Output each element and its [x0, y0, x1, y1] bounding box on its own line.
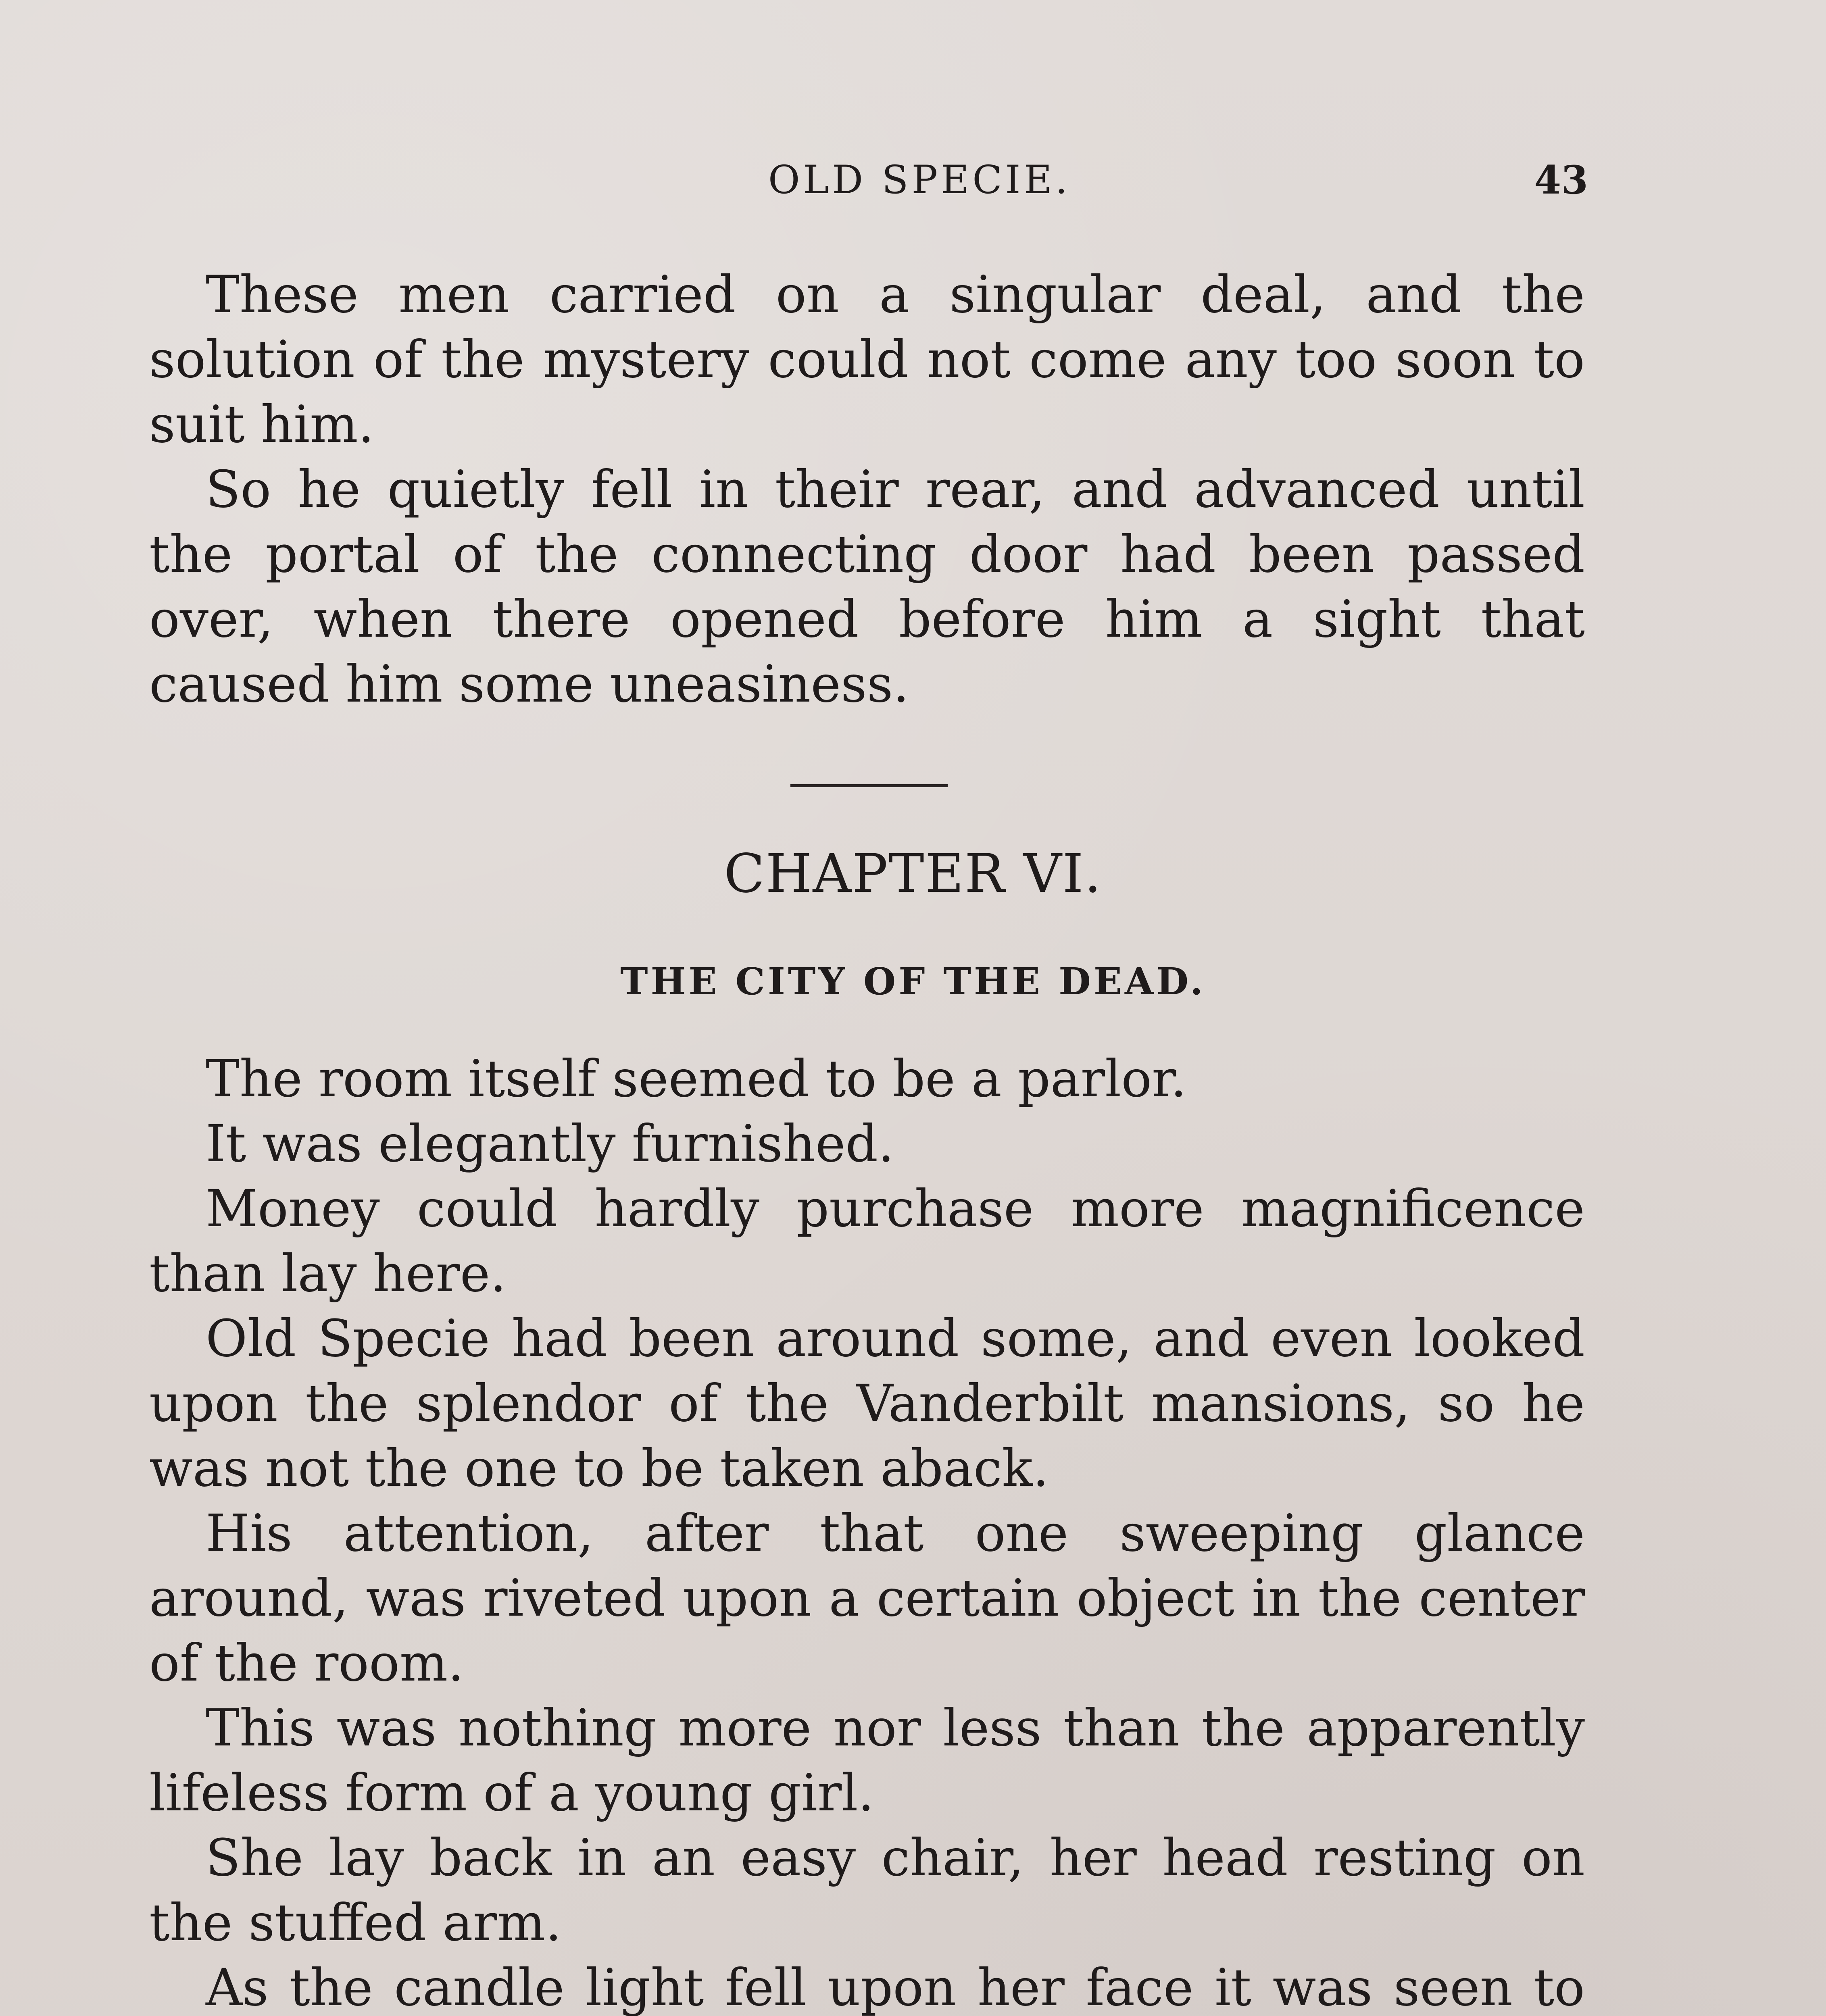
chapter-body — [149, 1046, 1585, 2016]
body-paragraph-3: Money could hardly purchase more magnificence than lay here. — [149, 1179, 1585, 1303]
intro-paragraph-2: So he quietly fell in their rear, and advanced until the portal of the connecting door had been passed over, when there opened before him a sight that caused him some uneasiness. — [149, 460, 1585, 714]
body-paragraph-6: This was nothing more nor less than the apparently lifeless form of a young girl. — [149, 1698, 1585, 1822]
section-divider — [790, 784, 948, 787]
body-paragraph-2: It was elegantly furnished. — [206, 1114, 894, 1173]
running-head — [0, 157, 1826, 218]
body-paragraph-5: His attention, after that one sweeping glance around, was riveted upon a certain object in the center of the room. — [149, 1504, 1585, 1693]
intro-paragraph-1: These men carried on a singular deal, and the solution of the mystery could not come any too soon to suit him. — [149, 265, 1585, 454]
page-number: 43 — [1534, 157, 1588, 203]
body-paragraph-4: Old Specie had been around some, and even looked upon the splendor of the Vanderbilt mansions, so he was not the one to be taken aback. — [149, 1309, 1585, 1498]
body-paragraph-1: The room itself seemed to be a parlor. — [206, 1049, 1187, 1108]
intro-text — [149, 262, 1585, 716]
body-paragraph-7: She lay back in an easy chair, her head resting on the stuffed arm. — [149, 1828, 1585, 1952]
body-paragraph-8: As the candle light fell upon her face it was seen to — [206, 1958, 1585, 2016]
running-title: OLD SPECIE. — [768, 157, 1071, 202]
chapter-subtitle: THE CITY OF THE DEAD. — [620, 960, 1206, 1003]
chapter-heading: CHAPTER VI. — [724, 843, 1102, 905]
